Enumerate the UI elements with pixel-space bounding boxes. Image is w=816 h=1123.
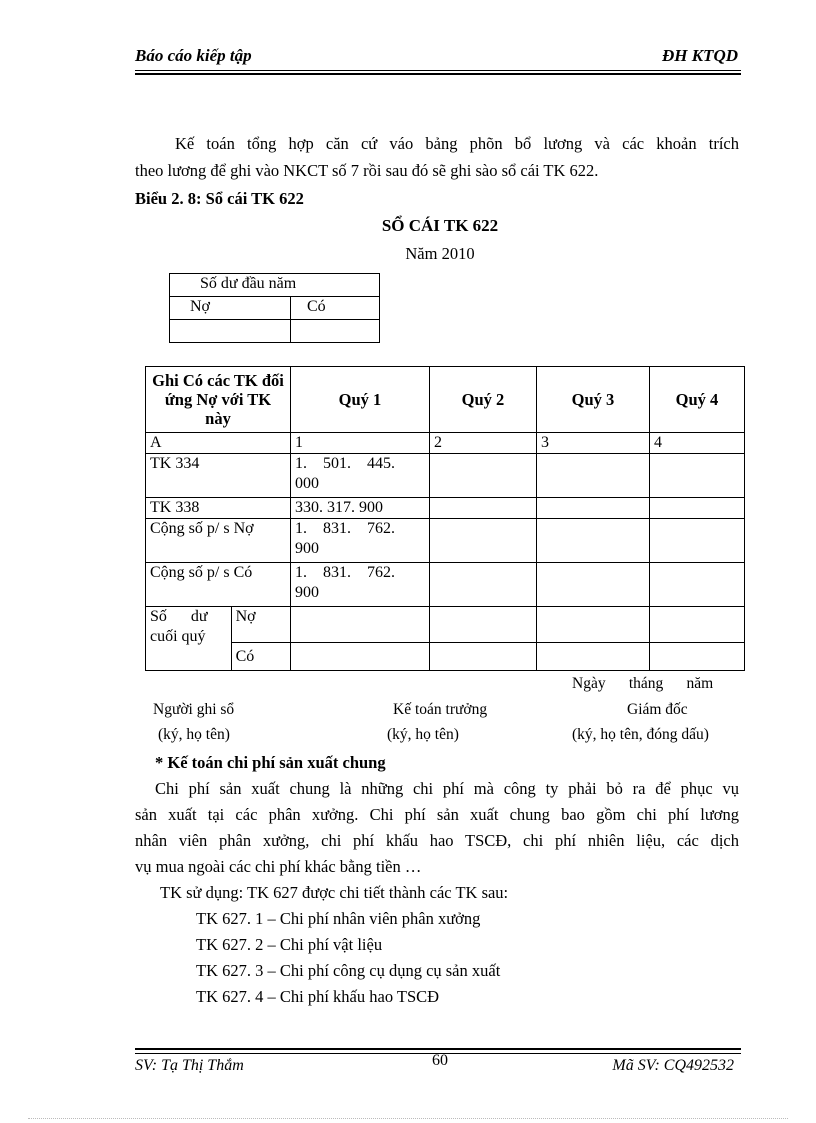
index-row <box>146 433 745 454</box>
q1-line-b: 900 <box>295 584 319 601</box>
opening-credit-label: Có <box>291 297 380 320</box>
ledger-title: SỔ CÁI TK 622 <box>381 216 499 235</box>
ledger-year: Năm 2010 <box>405 244 475 263</box>
closing-credit-label: Có <box>231 643 290 671</box>
opening-credit-value <box>291 320 380 343</box>
closing-debit-label: Nợ <box>231 607 290 643</box>
row-q1 <box>291 454 430 498</box>
index-cell: 4 <box>650 433 745 454</box>
section-body-line-3: nhân viên phân xưởng, chi phí khấu hao TSCĐ, chi phí nhiên liệu, các dịch <box>135 831 739 850</box>
row-q2 <box>430 643 537 671</box>
footer-rule-thick <box>135 1048 741 1050</box>
closing-credit-row <box>146 643 745 671</box>
closing-label-a: Số dư <box>150 608 208 625</box>
row-q3 <box>537 454 650 498</box>
tk-item-1: TK 627. 1 – Chi phí nhân viên phân xưởng <box>196 909 481 928</box>
table-row <box>146 498 745 519</box>
row-q1 <box>291 643 430 671</box>
row-q1 <box>291 563 430 607</box>
header-rule <box>135 70 741 71</box>
row-q2 <box>430 519 537 563</box>
header-right: ĐH KTQD <box>661 46 738 65</box>
row-q2 <box>430 454 537 498</box>
row-q4 <box>650 607 745 643</box>
index-cell: 3 <box>537 433 650 454</box>
row-q4 <box>650 563 745 607</box>
closing-label-b: cuối quý <box>150 628 206 645</box>
q1-line-b: 000 <box>295 475 319 492</box>
opening-balance-title: Số dư đầu năm <box>170 274 380 297</box>
col-header-q2: Quý 2 <box>430 367 537 433</box>
row-q4 <box>650 498 745 519</box>
page-edge-dots <box>28 1118 788 1119</box>
table-row <box>146 563 745 607</box>
row-q1: 330. 317. 900 <box>291 498 430 519</box>
row-q2 <box>430 607 537 643</box>
q1-line-a: 1. 831. 762. <box>295 564 395 581</box>
tk-item-4: TK 627. 4 – Chi phí khấu hao TSCĐ <box>196 987 440 1006</box>
row-account: TK 338 <box>146 498 291 519</box>
signer-3-role: Giám đốc <box>627 701 688 718</box>
signer-2-role: Kế toán trưởng <box>393 701 488 718</box>
row-account: Cộng số p/ s Nợ <box>146 519 291 563</box>
opening-debit-value <box>170 320 291 343</box>
index-cell: A <box>146 433 291 454</box>
opening-balance-table <box>169 273 380 343</box>
footer-student: SV: Tạ Thị Thắm <box>135 1057 244 1074</box>
date-line: Ngày tháng năm <box>572 675 714 692</box>
section-body-line-4: vụ mua ngoài các chi phí khác bằng tiền … <box>135 857 422 876</box>
row-q4 <box>650 519 745 563</box>
col-header-q4: Quý 4 <box>650 367 745 433</box>
row-q2 <box>430 498 537 519</box>
row-q3 <box>537 643 650 671</box>
closing-label <box>146 607 232 671</box>
intro-line-1: Kế toán tổng hợp căn cứ váo bảng phõn bổ lương và các khoản trích <box>175 134 739 153</box>
signer-1-note: (ký, họ tên) <box>158 726 230 743</box>
row-q4 <box>650 643 745 671</box>
tk-item-3: TK 627. 3 – Chi phí công cụ dụng cụ sản xuất <box>196 961 501 980</box>
ledger-table <box>145 366 745 671</box>
intro-line-2: theo lương để ghi vào NKCT số 7 rồi sau đó sẽ ghi sào sổ cái TK 622. <box>135 161 599 180</box>
opening-debit-label: Nợ <box>170 297 291 320</box>
col-header-account: Ghi Có các TK đối ứng Nợ với TK này <box>146 367 291 433</box>
index-cell: 2 <box>430 433 537 454</box>
row-q2 <box>430 563 537 607</box>
row-q3 <box>537 519 650 563</box>
row-q4 <box>650 454 745 498</box>
table-row <box>146 454 745 498</box>
header-rule-thick <box>135 73 741 75</box>
signer-3-note: (ký, họ tên, đóng dấu) <box>572 726 709 743</box>
col-header-q1: Quý 1 <box>291 367 430 433</box>
signer-2-note: (ký, họ tên) <box>387 726 459 743</box>
row-q3 <box>537 498 650 519</box>
figure-label: Biểu 2. 8: Sổ cái TK 622 <box>135 189 304 208</box>
section-body-line-1: Chi phí sản xuất chung là những chi phí mà công ty phải bỏ ra để phục vụ <box>155 779 739 798</box>
section-body-line-2: sản xuất tại các phân xưởng. Chi phí sản xuất chung bao gồm chi phí lương <box>135 805 739 824</box>
row-account: Cộng số p/ s Có <box>146 563 291 607</box>
signer-1-role: Người ghi sổ <box>153 701 235 718</box>
row-q1 <box>291 519 430 563</box>
row-q1 <box>291 607 430 643</box>
col-header-q3: Quý 3 <box>537 367 650 433</box>
closing-debit-row <box>146 607 745 643</box>
row-q3 <box>537 563 650 607</box>
q1-line-a: 1. 501. 445. <box>295 455 395 472</box>
q1-line-a: 1. 831. 762. <box>295 520 395 537</box>
tk-intro: TK sử dụng: TK 627 được chi tiết thành các TK sau: <box>160 883 509 902</box>
footer-page-number: 60 <box>432 1052 448 1069</box>
row-q3 <box>537 607 650 643</box>
tk-item-2: TK 627. 2 – Chi phí vật liệu <box>196 935 383 954</box>
section-heading: * Kế toán chi phí sản xuất chung <box>155 753 386 772</box>
footer-student-id: Mã SV: CQ492532 <box>612 1057 734 1074</box>
row-account: TK 334 <box>146 454 291 498</box>
header-left: Báo cáo kiếp tập <box>135 46 252 65</box>
index-cell: 1 <box>291 433 430 454</box>
q1-line-b: 900 <box>295 540 319 557</box>
table-row <box>146 519 745 563</box>
